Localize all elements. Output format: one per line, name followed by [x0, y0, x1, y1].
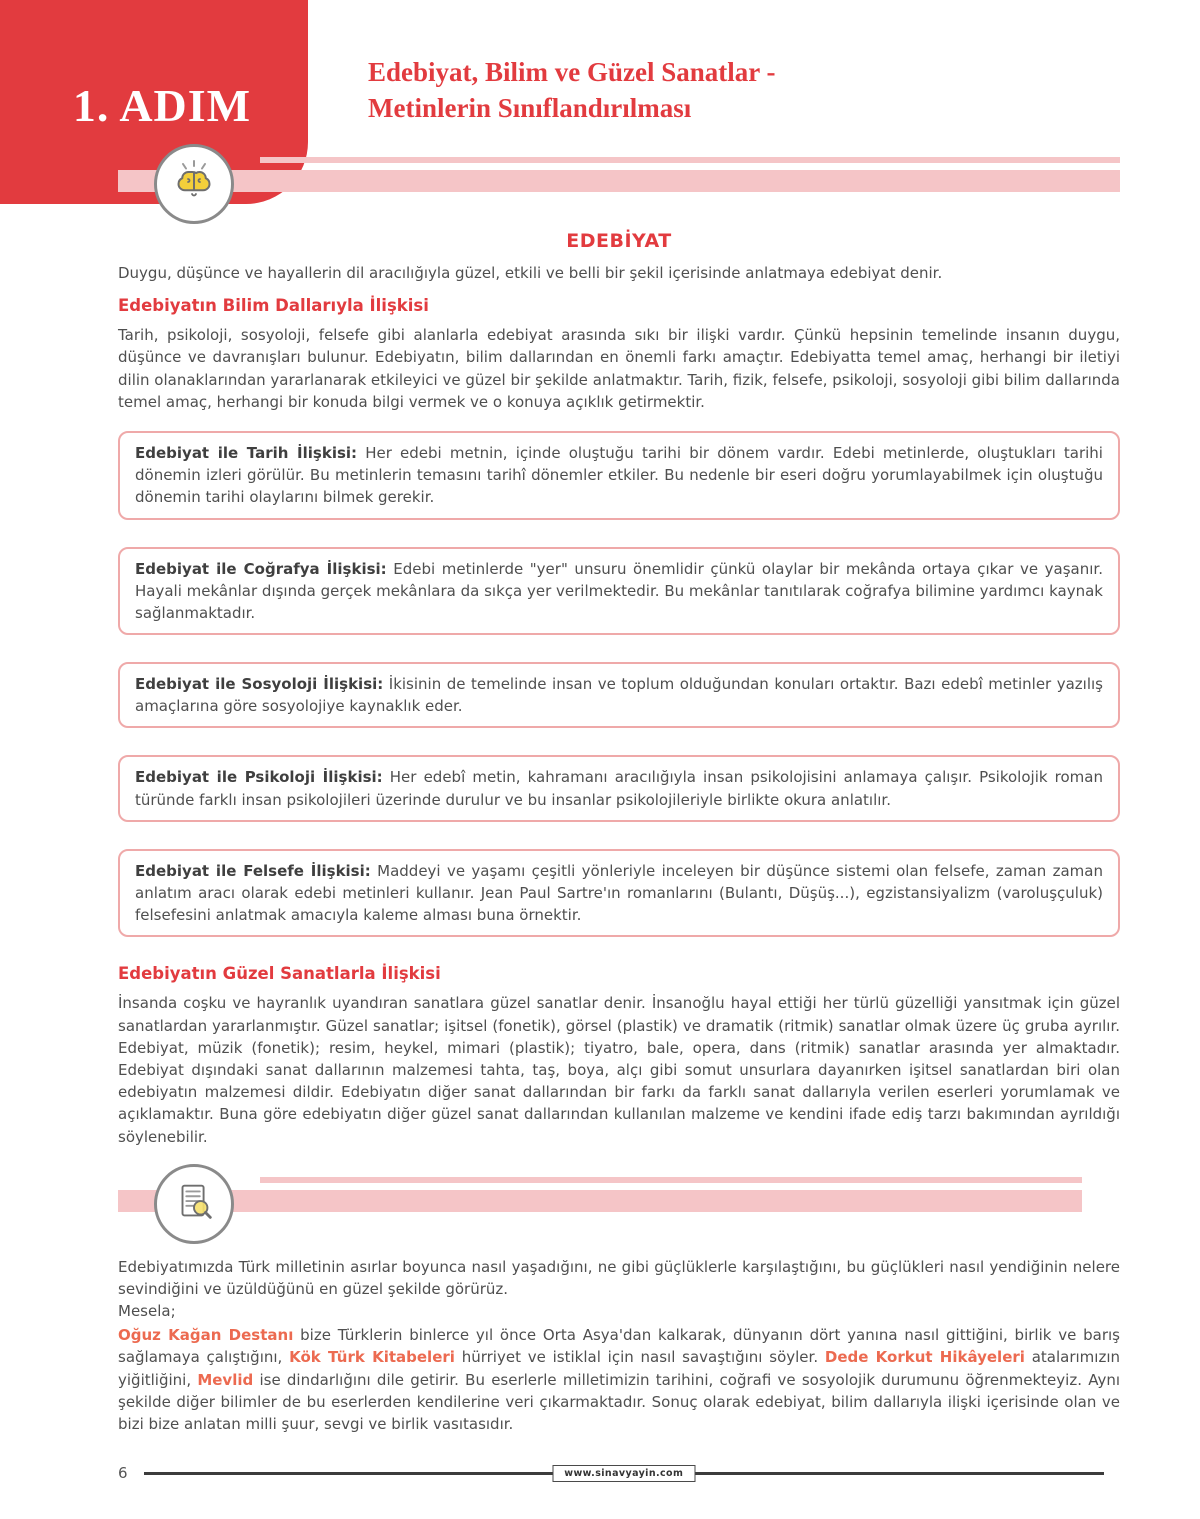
page-title-line1: Edebiyat, Bilim ve Güzel Sanatlar -	[368, 57, 776, 87]
body-text: bize Türklerin binlerce yıl önce Orta Asya'dan kalkarak, dünyanın dört yanına nasıl gittiğini, birlik ve barış sağlamaya çalıştığını,	[118, 1326, 1120, 1367]
keyword-text: Dede Korkut Hikâyeleri	[824, 1348, 1025, 1367]
info-box-cografya	[118, 547, 1120, 636]
examples-paragraph	[118, 1324, 1120, 1435]
info-box-tarih	[118, 431, 1120, 520]
arts-paragraph: İnsanda coşku ve hayranlık uyandıran sanatlara güzel sanatlar denir. İnsanoğlu hayal ettiği her türlü güzelliği yansıtmak için güzel sanatlardan yararlanmıştır. Güzel sanatlar; işitsel (fonetik), görsel (plastik) ve dramatik (ritmik) sanatlar olmak üzere üç gruba ayrılır. Edebiyat, müzik (fonetik); resim, heykel, mimari (plastik); tiyatro, bale, opera, dans (ritmik) sanatlar arasında yer almaktadır. Edebiyat dışındaki sanat dallarının malzemesi tahta, taş, boya, alçı gibi somut unsurlara dayanırken işitsel sanatlardan biri olan edebiyatın malzemesi dildir. Edebiyatın diğer sanat dallarından bir farkı da farklı sanat dallarıyla verilen eserleri yorumlamak ve açıklamaktır. Buna göre edebiyatın diğer güzel sanat dallarından kullanılan malzeme ve kendini ifade ediş tarzı bakımından ayrıldığı söylenebilir.	[118, 994, 1120, 1146]
keyword-text: Oğuz Kağan Destanı	[118, 1326, 294, 1345]
info-box-body: Edebi metinlerde "yer" unsuru önemlidir çünkü olaylar bir mekânda ortaya çıkar ve yaşanır. Hayali mekânlar dışında gerçek mekânlara da sıkça yer verilmektedir. Bu mekânlar tanıtılarak coğrafya bilimine yardımcı kaynak sağlanmaktadır.	[135, 559, 1103, 622]
info-box-text	[135, 766, 1103, 810]
info-box-text	[135, 673, 1103, 717]
info-box-text	[135, 558, 1103, 625]
info-box-body: Her edebi metnin, içinde oluştuğu tarihi bir dönem vardır. Edebi metinlerde, oluştukları tarihi dönemin izleri görülür. Bu metinlerin temasını tarihî dönemler etkiler. Bu nedenle bir eseri doğru yorumlayabilmek için oluştuğu dönemin tarihi olaylarını bilmek gerekir.	[135, 443, 1103, 507]
step-label: 1. ADIM	[72, 79, 252, 131]
footer-url-badge: www.sinavyayin.com	[552, 1465, 695, 1482]
info-box-body: İkisinin de temelinde insan ve toplum olduğundan konuları ortaktır. Bazı edebî metinler yazılış amaçlarına göre sosyolojiye kaynaklık eder.	[135, 675, 1103, 716]
examples-intro-paragraph: Edebiyatımızda Türk milletinin asırlar boyunca nasıl yaşadığını, ne gibi güçlüklerle karşılaştığını, bu güçlükleri nasıl yendiğinin nelere sevindiğini ve üzüldüğünü en güzel şekilde görürüz.	[118, 1257, 1120, 1298]
info-box-title: Edebiyat ile Felsefe İlişkisi:	[135, 861, 371, 880]
page-header	[0, 0, 1200, 230]
page-title	[368, 54, 776, 127]
intro-paragraph: Duygu, düşünce ve hayallerin dil aracılığıyla güzel, etkili ve belli bir şekil içerisinde anlatmaya edebiyat denir.	[118, 264, 943, 282]
section-heading-science: Edebiyatın Bilim Dallarıyla İlişkisi	[118, 296, 429, 316]
divider-main-bar	[118, 1190, 1082, 1212]
brain-icon	[170, 158, 218, 210]
info-box-text	[135, 860, 1103, 927]
document-search-icon	[171, 1179, 217, 1229]
divider-thin-bar	[260, 1177, 1082, 1183]
body-text: hürriyet ve istiklal için nasıl savaştığını söyler.	[454, 1348, 825, 1367]
section-divider-middle	[118, 1164, 1082, 1244]
footer-rule-wrap	[144, 1463, 1104, 1483]
info-box-title: Edebiyat ile Sosyoloji İlişkisi:	[135, 675, 384, 694]
info-box-body: Maddeyi ve yaşamı çeşitli yönleriyle inceleyen bir düşünce sistemi olan felsefe, zaman zaman anlatım aracı olarak edebi metinleri kullanır. Jean Paul Sartre'ın romanlarını (Bulantı, Düşüş...), egzistansiyalizm (varoluşçuluk) felsefesini anlatmak amacıyla kaleme alması buna örnektir.	[135, 861, 1103, 925]
keyword-text: Kök Türk Kitabeleri	[289, 1348, 455, 1367]
info-box-sosyoloji	[118, 662, 1120, 728]
body-text: ise dindarlığını dile getirir. Bu eserlerle milletimizin tarihini, coğrafi ve sosyolojik durumunu öğrenmekteyiz. Aynı şekilde diğer bilimler de bu eserlerden kendilerine veri çıkarmaktadır. Sonuç olarak edebiyat, bilim dallarıyla ilişki içerisinde olan ve bizi bize anlatan milli şuur, sevgi ve birlik vasıtasıdır.	[118, 1370, 1121, 1433]
science-paragraph: Tarih, psikoloji, sosyoloji, felsefe gibi alanlarla edebiyat arasında sıkı bir ilişki vardır. Çünkü hepsinin temelinde insanın duygu, düşünce ve davranışları bulunur. Edebiyatın, bilim dallarından en önemli farkı amaçtır. Edebiyatta temel amaç, herhangi bir iletiyi dilin olanaklarından yararlanarak etkileyici ve güzel bir şekilde anlatmaktır. Tarih, fizik, felsefe, psikoloji, sosyoloji gibi bilim dallarında temel amaç, herhangi bir konuda bilgi vermek ve o konuya açıklık getirmektir.	[118, 326, 1120, 411]
keyword-text: Mevlid	[197, 1370, 254, 1389]
body-text: atalarımızın yiğitliğini,	[118, 1348, 1120, 1389]
info-box-text	[135, 442, 1103, 509]
page-title-line2: Metinlerin Sınıflandırılması	[368, 93, 692, 124]
main-heading: EDEBİYAT	[566, 230, 672, 252]
section-divider-top	[118, 144, 1120, 224]
divider-thin-bar	[260, 157, 1120, 163]
section-heading-arts: Edebiyatın Güzel Sanatlarla İlişkisi	[118, 964, 441, 984]
info-box-title: Edebiyat ile Coğrafya İlişkisi:	[135, 559, 387, 578]
divider-icon-circle	[154, 144, 234, 224]
info-box-title: Edebiyat ile Psikoloji İlişkisi:	[135, 768, 383, 787]
info-box-psikoloji	[118, 755, 1120, 821]
divider-main-bar	[118, 170, 1120, 192]
info-box-body: Her edebî metin, kahramanı aracılığıyla insan psikolojisini anlamaya çalışır. Psikolojik roman türünde farklı insan psikolojileri üzerinde durulur ve bu insanlar psikolojileriyle birlikte okura anlatılır.	[135, 768, 1103, 809]
page-number: 6	[118, 1464, 128, 1482]
mesela-label: Mesela;	[118, 1302, 176, 1321]
divider-icon-circle	[154, 1164, 234, 1244]
page-footer	[0, 1453, 1200, 1519]
info-box-title: Edebiyat ile Tarih İlişkisi:	[135, 443, 358, 462]
info-box-felsefe	[118, 849, 1120, 938]
page-content	[0, 230, 1200, 1435]
